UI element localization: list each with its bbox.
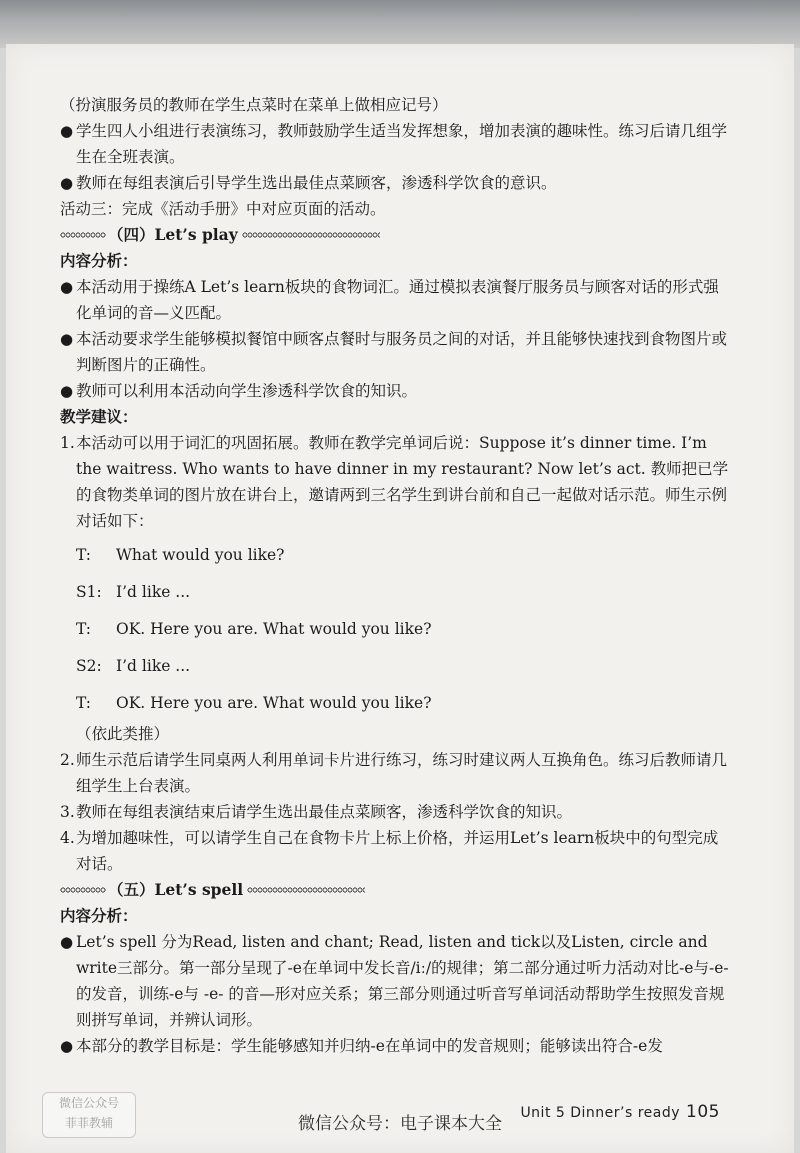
bullet-paragraph: ● 教师可以利用本活动向学生渗透科学饮食的知识。 bbox=[60, 378, 732, 404]
dialog-etc: （依此类推） bbox=[76, 725, 170, 743]
wave-ornament-icon bbox=[60, 232, 106, 238]
watermark-box: 微信公众号 菲菲教辅 bbox=[42, 1092, 136, 1138]
bullet-icon: ● bbox=[60, 382, 74, 400]
numbered-item: 4. 为增加趣味性，可以请学生自己在食物卡片上标上价格，并运用Let’s learn板块中的句型完成对话。 bbox=[60, 829, 719, 873]
bullet-paragraph: ● 学生四人小组进行表演练习，教师鼓励学生适当发挥想象，增加表演的趣味性。练习后请几组学生在全班表演。 bbox=[60, 118, 732, 170]
dialog-line: T: What would you like? bbox=[76, 546, 285, 564]
dialog-line: S1: I’d like ... bbox=[76, 583, 191, 601]
content-analysis-heading: 内容分析： bbox=[60, 251, 138, 270]
top-photo-band bbox=[0, 0, 800, 48]
bullet-icon: ● bbox=[60, 122, 74, 140]
bullet-icon: ● bbox=[60, 933, 74, 951]
bullet-paragraph: ● Let’s spell 分为Read, listen and chant; Read, listen and tick以及Listen, circle and write三部分。第一部分呈现了-e在单词中发长音/iː/的规律；第二部分通过听力活动对比-e与-e-的发音，训练-e与 -e- 的音—形对应关系；第三部分则通过听音写单词活动帮助学生按照发音规则拼写单词，并辨认词形。 bbox=[60, 929, 732, 1033]
bullet-icon: ● bbox=[60, 330, 74, 348]
note-line: （扮演服务员的教师在学生点菜时在菜单上做相应记号） bbox=[60, 96, 448, 114]
numbered-item: 2. 师生示范后请学生同桌两人利用单词卡片进行练习，练习时建议两人互换角色。练习后教师请几组学生上台表演。 bbox=[60, 751, 728, 795]
wave-ornament-icon bbox=[242, 232, 380, 238]
dialog-line: S2: I’d like ... bbox=[76, 657, 191, 675]
content-analysis-heading: 内容分析： bbox=[60, 906, 138, 925]
teaching-suggestions-heading: 教学建议： bbox=[60, 407, 138, 426]
section-heading-lets-spell: （五）Let’s spell bbox=[60, 877, 732, 903]
page-number: 105 bbox=[686, 1102, 720, 1122]
wave-ornament-icon bbox=[247, 887, 365, 893]
book-page bbox=[6, 44, 794, 1153]
bottom-caption: 微信公众号：电子课本大全 bbox=[298, 1114, 502, 1134]
footer-unit: Unit 5 Dinner’s ready bbox=[520, 1105, 681, 1121]
bullet-paragraph: ● 本活动用于操练A Let’s learn板块的食物词汇。通过模拟表演餐厅服务员与顾客对话的形式强化单词的音—义匹配。 bbox=[60, 274, 732, 326]
numbered-item: 3. 教师在每组表演结束后请学生选出最佳点菜顾客，渗透科学饮食的知识。 bbox=[60, 803, 573, 821]
wave-ornament-icon bbox=[60, 887, 106, 893]
bullet-paragraph: ● 教师在每组表演后引导学生选出最佳点菜顾客，渗透科学饮食的意识。 bbox=[60, 170, 732, 196]
page-content bbox=[60, 92, 732, 1059]
sample-dialog bbox=[60, 542, 732, 716]
bullet-icon: ● bbox=[60, 174, 74, 192]
bullet-icon: ● bbox=[60, 278, 74, 296]
bullet-paragraph: ● 本部分的教学目标是：学生能够感知并归纳-e在单词中的发音规则；能够读出符合-e发 bbox=[60, 1033, 732, 1059]
bullet-icon: ● bbox=[60, 1037, 74, 1055]
dialog-line: T: OK. Here you are. What would you like? bbox=[76, 694, 432, 712]
dialog-line: T: OK. Here you are. What would you like? bbox=[76, 620, 432, 638]
section-heading-lets-play: （四）Let’s play bbox=[60, 222, 732, 248]
activity-line: 活动三：完成《活动手册》中对应页面的活动。 bbox=[60, 200, 386, 218]
numbered-item: 1. 本活动可以用于词汇的巩固拓展。教师在教学完单词后说：Suppose it’s dinner time. I’m the waitress. Who wants to have dinner in my restaurant? Now let’s act. 教师把已学的食物类单词的图片放在讲台上，邀请两到三名学生到讲台前和自己一起做对话示范。师生示例对话如下： bbox=[60, 434, 729, 530]
bullet-paragraph: ● 本活动要求学生能够模拟餐馆中顾客点餐时与服务员之间的对话，并且能够快速找到食物图片或判断图片的正确性。 bbox=[60, 326, 732, 378]
